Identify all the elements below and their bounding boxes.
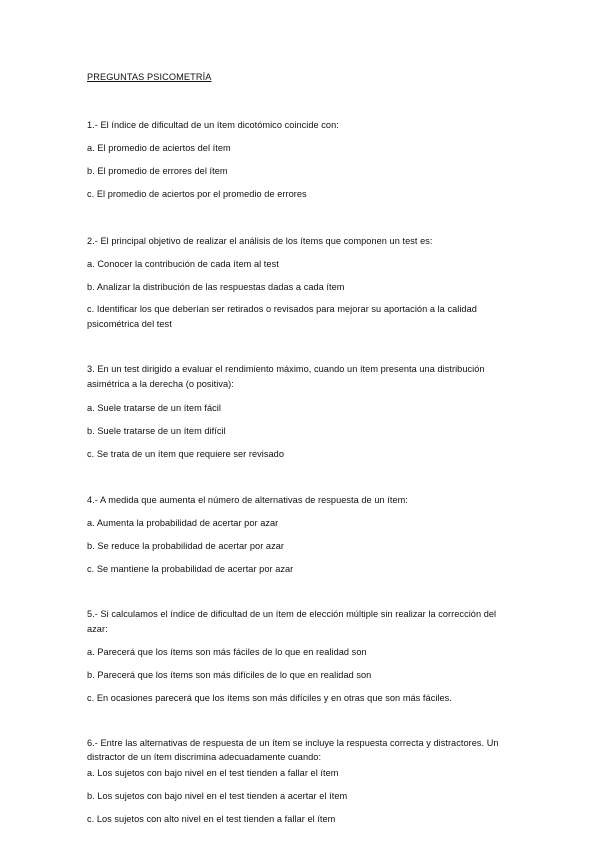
question-3-text: 3. En un test dirigido a evaluar el rendimiento máximo, cuando un ítem presenta una distribución asimétrica a la derecha (o positiva): xyxy=(87,364,485,389)
question-2-option-a: a. Conocer la contribución de cada ítem al test xyxy=(87,259,279,269)
question-3-option-b: b. Suele tratarse de un ítem difícil xyxy=(87,426,226,436)
question-4-text: 4.- A medida que aumenta el número de alternativas de respuesta de un ítem: xyxy=(87,495,408,505)
question-3-option-a: a. Suele tratarse de un ítem fácil xyxy=(87,403,221,413)
question-6-text: 6.- Entre las alternativas de respuesta de un ítem se incluye la respuesta correcta y distractores. Un distractor de un ítem discrimina adecuadamente cuando: xyxy=(87,738,499,762)
question-2-option-c: c. Identificar los que deberían ser retirados o revisados para mejorar su aportación a la calidad psicométrica del test xyxy=(87,304,477,329)
question-5-option-c: c. En ocasiones parecerá que los ítems son más difíciles y en otras que son más fáciles. xyxy=(87,693,452,703)
question-1-text: 1.- El índice de dificultad de un ítem dicotómico coincide con: xyxy=(87,120,339,130)
document-title: PREGUNTAS PSICOMETRÍA xyxy=(87,72,212,82)
question-6-option-b: b. Los sujetos con bajo nivel en el test tienden a acertar el ítem xyxy=(87,791,348,801)
question-1-option-b: b. El promedio de errores del ítem xyxy=(87,166,228,176)
question-2-option-b: b. Analizar la distribución de las respuestas dadas a cada ítem xyxy=(87,282,345,292)
question-5-option-b: b. Parecerá que los ítems son más difíciles de lo que en realidad son xyxy=(87,670,372,680)
question-3-option-c: c. Se trata de un ítem que requiere ser revisado xyxy=(87,449,284,459)
question-4-option-b: b. Se reduce la probabilidad de acertar por azar xyxy=(87,541,284,551)
question-4-option-a: a. Aumenta la probabilidad de acertar por azar xyxy=(87,518,279,528)
question-1-option-a: a. El promedio de aciertos del ítem xyxy=(87,143,231,153)
question-6-option-a: a. Los sujetos con bajo nivel en el test tienden a fallar el ítem xyxy=(87,768,339,778)
question-4-option-c: c. Se mantiene la probabilidad de acertar por azar xyxy=(87,564,294,574)
question-5-text: 5.- Si calculamos el índice de dificultad de un ítem de elección múltiple sin realizar la corrección del azar: xyxy=(87,609,497,634)
question-2-text: 2.- El principal objetivo de realizar el análisis de los ítems que componen un test es: xyxy=(87,236,433,246)
question-5-option-a: a. Parecerá que los ítems son más fáciles de lo que en realidad son xyxy=(87,647,367,657)
question-6-option-c: c. Los sujetos con alto nivel en el test tienden a fallar el ítem xyxy=(87,814,336,824)
question-1-option-c: c. El promedio de aciertos por el promedio de errores xyxy=(87,189,307,199)
